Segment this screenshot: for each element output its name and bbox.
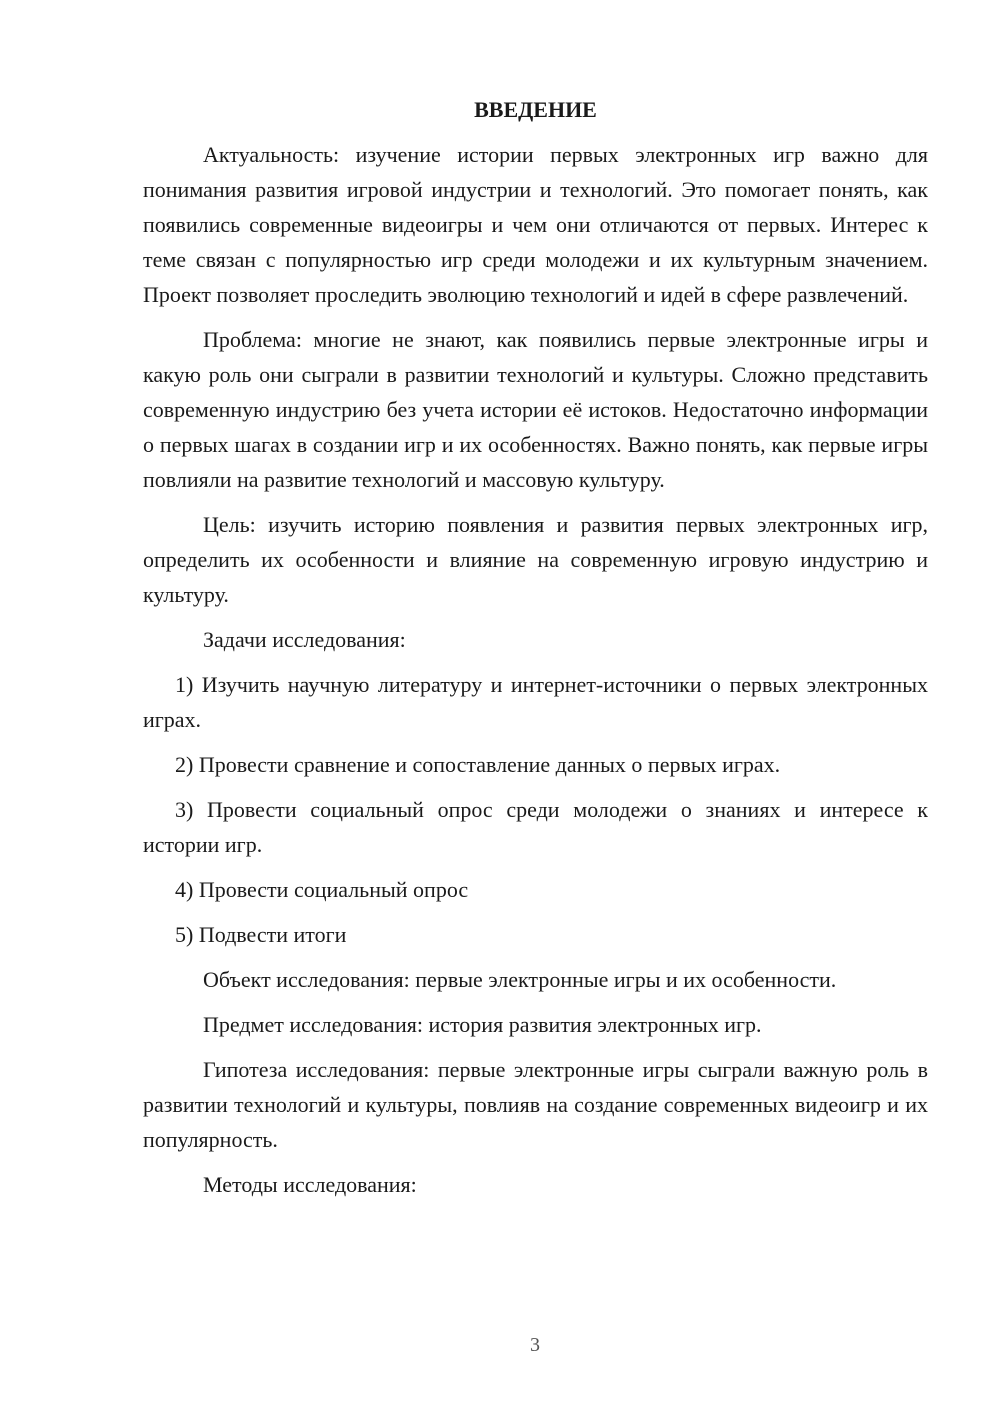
task-item: 1) Изучить научную литературу и интернет-источники о первых электронных играх. <box>143 672 928 732</box>
page-number: 3 <box>530 1334 540 1356</box>
document-page <box>143 95 928 1212</box>
problem-paragraph: Проблема: многие не знают, как появились первые электронные игры и какую роль они сыграли в развитии технологий и культуры. Сложно представить современную индустрию без учета истории её истоков. Недостаточно информации о первых шагах в создании игр и их особенностях. Важно понять, как первые игры повлияли на развитие технологий и массовую культуру. <box>143 327 928 492</box>
methods-heading: Методы исследования: <box>203 1172 417 1197</box>
section-heading: ВВЕДЕНИЕ <box>474 97 597 122</box>
research-object-paragraph: Объект исследования: первые электронные игры и их особенности. <box>203 967 837 992</box>
research-subject-paragraph: Предмет исследования: история развития электронных игр. <box>203 1012 762 1037</box>
task-item: 4) Провести социальный опрос <box>175 877 469 902</box>
task-item: 2) Провести сравнение и сопоставление данных о первых играх. <box>175 752 781 777</box>
hypothesis-paragraph: Гипотеза исследования: первые электронные игры сыграли важную роль в развитии технологий и культуры, повлияв на создание современных видеоигр и их популярность. <box>143 1057 928 1152</box>
task-item: 3) Провести социальный опрос среди молодежи о знаниях и интересе к истории игр. <box>143 797 928 857</box>
task-item: 5) Подвести итоги <box>175 922 347 947</box>
relevance-paragraph: Актуальность: изучение истории первых электронных игр важно для понимания развития игровой индустрии и технологий. Это помогает понять, как появились современные видеоигры и чем они отличаются от первых. Интерес к теме связан с популярностью игр среди молодежи и их культурным значением. Проект позволяет проследить эволюцию технологий и идей в сфере развлечений. <box>143 142 928 307</box>
goal-paragraph: Цель: изучить историю появления и развития первых электронных игр, определить их особенности и влияние на современную игровую индустрию и культуру. <box>143 512 928 607</box>
tasks-heading: Задачи исследования: <box>203 627 406 652</box>
